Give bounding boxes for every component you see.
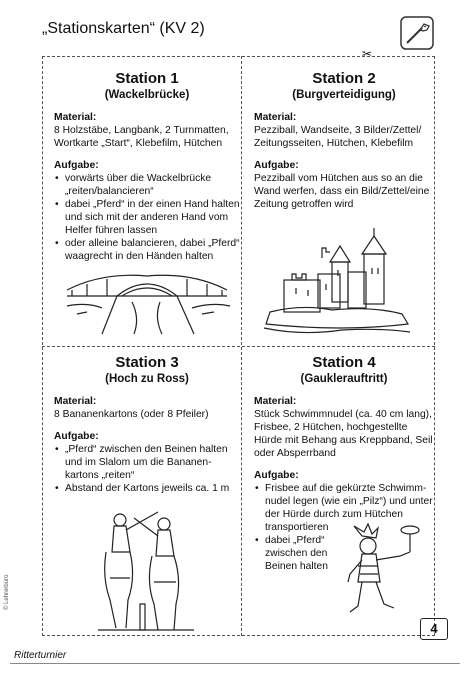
footer-title: Ritterturnier [14, 650, 67, 661]
bridge-illustration [62, 262, 232, 336]
station-card-1 [54, 70, 240, 263]
station-title: Station 4 [312, 354, 376, 371]
task-text: Pezziball vom Hütchen aus so an die Wand werfen, dass ein Bild/Zettel/eine Zeitung getroffen wird [254, 173, 430, 210]
scissors-icon: ✂ [362, 47, 373, 61]
station-subtitle: (Wackelbrücke) [104, 89, 190, 101]
hobby-horse-icon [400, 16, 434, 50]
material-label: Material: [254, 112, 297, 123]
station-subtitle: (Burgverteidigung) [292, 89, 396, 101]
station-subtitle: (Hoch zu Ross) [105, 373, 189, 385]
material-label: Material: [254, 396, 297, 407]
material-text: Pezziball, Wandseite, 3 Bilder/Zettel/ Zeitungsseiten, Hütchen, Klebefilm [254, 125, 422, 149]
station-subtitle: (Gauklerauftritt) [300, 373, 388, 385]
task-item: • Abstand der Kartons jeweils ca. 1 m [54, 482, 240, 495]
station-title: Station 3 [115, 354, 179, 371]
page-number: 4 [420, 618, 448, 640]
task-item: • vorwärts über die Wackelbrücke „reiten/balancieren“ [54, 172, 240, 198]
material-text: 8 Holzstäbe, Langbank, 2 Turnmatten, Wortkarte „Start“, Klebefilm, Hütchen [54, 125, 229, 149]
task-label: Aufgabe: [254, 160, 299, 171]
castle-illustration [262, 228, 412, 336]
task-label: Aufgabe: [254, 470, 299, 481]
station-card-2 [254, 70, 434, 211]
material-label: Material: [54, 112, 97, 123]
material-label: Material: [54, 396, 97, 407]
task-item: • dabei „Pferd“ zwischen den Beinen halten [254, 534, 360, 573]
jester-illustration [344, 522, 424, 626]
task-list [54, 443, 240, 495]
page-title: „Stationskarten“ (KV 2) [42, 20, 205, 37]
task-item: • oder alleine balancieren, dabei „Pferd“ waagrecht in den Händen halten [54, 237, 240, 263]
knights-illustration [96, 508, 196, 632]
footer-rule [10, 663, 460, 664]
material-text: 8 Bananenkartons (oder 8 Pfeiler) [54, 409, 209, 420]
task-label: Aufgabe: [54, 160, 99, 171]
task-item: • Frisbee auf die gekürzte Schwimm- nudel legen (wie ein „Pilz“) und unter der Hürde durch zum Hütchen transportieren [254, 482, 435, 534]
task-item: • „Pferd“ zwischen den Beinen halten und im Slalom um die Bananen- kartons „reiten“ [54, 443, 240, 482]
cut-line-horizontal [42, 346, 435, 347]
task-list [54, 172, 240, 263]
station-title: Station 2 [312, 70, 376, 87]
material-text: Stück Schwimmnudel (ca. 40 cm lang), Frisbee, 2 Hütchen, hochgestellte Hürde mit Behang aus Kreppband, Seil oder Absperrband [254, 409, 433, 459]
copyright-note: © Lehrerbüro [4, 574, 10, 610]
station-title: Station 1 [115, 70, 179, 87]
station-card-3 [54, 354, 240, 495]
task-item: • dabei „Pferd“ in der einen Hand halten und sich mit der anderen Hand vom Helfer führen lassen [54, 198, 240, 237]
task-label: Aufgabe: [54, 431, 99, 442]
